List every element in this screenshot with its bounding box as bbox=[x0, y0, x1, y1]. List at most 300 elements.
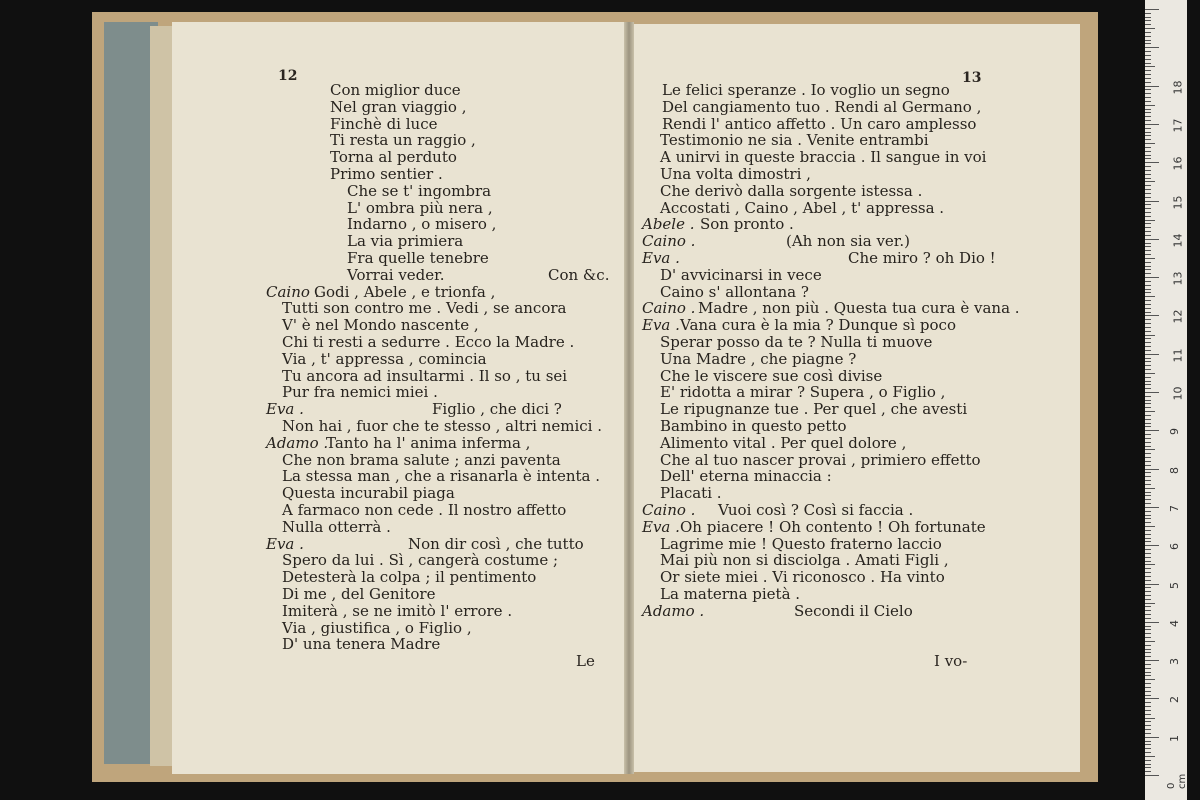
verse-line: Oh piacere ! Oh contento ! Oh fortunate bbox=[680, 517, 986, 536]
ruler-tick bbox=[1145, 484, 1151, 485]
ruler-tick bbox=[1145, 718, 1155, 719]
verse-line: Caino s' allontana ? bbox=[660, 282, 809, 301]
ruler-tick bbox=[1145, 358, 1151, 359]
verse-line: Indarno , o misero , bbox=[347, 215, 497, 234]
ruler-number: 12 bbox=[1171, 309, 1185, 324]
ruler-tick bbox=[1145, 729, 1151, 730]
ruler-number: 15 bbox=[1171, 195, 1185, 209]
ruler-tick bbox=[1145, 132, 1151, 133]
verse-line: Vuoi così ? Così si faccia . bbox=[718, 501, 914, 519]
left-catchword: Le bbox=[576, 652, 595, 670]
ruler-tick bbox=[1145, 373, 1155, 374]
ruler-tick bbox=[1145, 331, 1151, 332]
ruler-tick bbox=[1145, 292, 1151, 293]
ruler-tick bbox=[1145, 534, 1151, 535]
verse-line: Son pronto . bbox=[700, 215, 794, 234]
ruler-number: 7 bbox=[1168, 504, 1181, 512]
ruler-tick bbox=[1145, 143, 1155, 144]
ruler-number: 4 bbox=[1168, 619, 1181, 627]
ruler-tick bbox=[1145, 434, 1151, 435]
verse-line: Che non brama salute ; anzi paventa bbox=[282, 450, 561, 469]
ruler-tick bbox=[1145, 499, 1151, 500]
verse-line: Detesterà la colpa ; il pentimento bbox=[282, 568, 537, 587]
right-page-number: 13 bbox=[962, 70, 982, 86]
ruler-tick bbox=[1145, 511, 1151, 512]
ruler-tick bbox=[1145, 66, 1155, 67]
ruler-tick bbox=[1145, 545, 1159, 546]
verse-line: Di me , del Genitore bbox=[282, 585, 436, 603]
verse-line: Spero da lui . Sì , cangerà costume ; bbox=[282, 551, 559, 570]
ruler-tick bbox=[1145, 185, 1151, 186]
ruler-tick bbox=[1145, 250, 1151, 251]
ruler-tick bbox=[1145, 698, 1159, 699]
ruler-tick bbox=[1145, 733, 1151, 734]
verse-line: Godi , Abele , e trionfa , bbox=[314, 282, 496, 301]
ruler-tick bbox=[1145, 78, 1151, 79]
verse-line: Tanto ha l' anima inferma , bbox=[326, 433, 531, 452]
ruler-tick bbox=[1145, 308, 1151, 309]
ruler-tick bbox=[1145, 300, 1151, 301]
ruler-tick bbox=[1145, 40, 1151, 41]
verse-line: A unirvi in queste braccia . Il sangue in voi bbox=[660, 148, 987, 167]
ruler-tick bbox=[1145, 672, 1151, 673]
verse-line: Testimonio ne sia . Venite entrambi bbox=[660, 131, 929, 150]
ruler-tick bbox=[1145, 606, 1151, 607]
ruler-number: 3 bbox=[1168, 658, 1181, 666]
ruler-tick bbox=[1145, 361, 1151, 362]
verse-line: Vorrai veder. bbox=[347, 265, 445, 284]
ruler-number: 9 bbox=[1168, 428, 1181, 436]
right-catchword: I vo- bbox=[934, 652, 968, 670]
speaker-label: Eva . bbox=[642, 517, 680, 536]
ruler-tick bbox=[1145, 377, 1151, 378]
ruler-tick bbox=[1145, 281, 1151, 282]
ruler-tick bbox=[1145, 304, 1151, 305]
ruler-tick bbox=[1145, 43, 1151, 44]
speaker-label: Abele . bbox=[642, 215, 695, 234]
verse-line: D' avvicinarsi in vece bbox=[660, 265, 822, 284]
ruler-tick bbox=[1145, 47, 1159, 48]
ruler-tick bbox=[1145, 584, 1159, 585]
ruler-tick bbox=[1145, 553, 1151, 554]
ruler-tick bbox=[1145, 626, 1151, 627]
verse-line: Placati . bbox=[660, 484, 722, 503]
ruler-tick bbox=[1145, 36, 1151, 37]
ruler-tick bbox=[1145, 266, 1151, 267]
ruler-tick bbox=[1145, 365, 1151, 366]
ruler-tick bbox=[1145, 258, 1155, 259]
ruler-tick bbox=[1145, 139, 1151, 140]
ruler-tick bbox=[1145, 706, 1151, 707]
ruler-tick bbox=[1145, 457, 1151, 458]
ruler-tick bbox=[1145, 714, 1151, 715]
ruler-tick bbox=[1145, 158, 1151, 159]
verse-line: Chi ti resti a sedurre . Ecco la Madre . bbox=[282, 333, 575, 351]
ruler-number: 10 bbox=[1171, 386, 1185, 401]
ruler-tick bbox=[1145, 231, 1151, 232]
ruler-tick bbox=[1145, 465, 1151, 466]
verse-line: Lagrime mie ! Questo fraterno laccio bbox=[660, 534, 942, 553]
speaker-label: Caino . bbox=[642, 299, 696, 318]
ruler-tick bbox=[1145, 683, 1151, 684]
ruler-tick bbox=[1145, 507, 1159, 508]
ruler-tick bbox=[1145, 354, 1159, 355]
ruler-tick bbox=[1145, 24, 1151, 25]
verse-line: Madre , non più . Questa tua cura è vana . bbox=[698, 299, 1020, 318]
ruler-tick bbox=[1145, 235, 1151, 236]
ruler-tick bbox=[1145, 572, 1151, 573]
verse-line: Primo sentier . bbox=[330, 165, 443, 183]
ruler-tick bbox=[1145, 656, 1151, 657]
verse-line: Pur fra nemici miei . bbox=[282, 383, 438, 402]
ruler-tick bbox=[1145, 610, 1151, 611]
ruler-tick bbox=[1145, 461, 1151, 462]
ruler-number: 5 bbox=[1168, 581, 1181, 589]
ruler-tick bbox=[1145, 557, 1151, 558]
ruler-tick bbox=[1145, 93, 1151, 94]
ruler-tick bbox=[1145, 721, 1151, 722]
ruler-tick bbox=[1145, 254, 1151, 255]
ruler-tick bbox=[1145, 116, 1151, 117]
verse-line: D' una tenera Madre bbox=[282, 635, 441, 654]
verse-line: Tutti son contro me . Vedi , se ancora bbox=[282, 299, 567, 318]
ruler-tick bbox=[1145, 480, 1151, 481]
ruler-number: 17 bbox=[1171, 118, 1185, 133]
ruler-tick bbox=[1145, 622, 1159, 623]
ruler-tick bbox=[1145, 174, 1151, 175]
ruler-tick bbox=[1145, 645, 1151, 646]
ruler-tick bbox=[1145, 128, 1151, 129]
ruler-tick bbox=[1145, 197, 1151, 198]
verse-line: Con miglior duce bbox=[330, 81, 461, 99]
verse-line: Mai più non si disciolga . Amati Figli , bbox=[660, 551, 949, 570]
ruler-tick bbox=[1145, 538, 1151, 539]
verse-line: Tu ancora ad insultarmi . Il so , tu sei bbox=[282, 366, 568, 385]
ruler-number: 16 bbox=[1171, 156, 1185, 171]
ruler-tick bbox=[1145, 561, 1151, 562]
ruler-tick bbox=[1145, 74, 1151, 75]
ruler-tick bbox=[1145, 178, 1151, 179]
verse-line: La via primiera bbox=[347, 232, 464, 251]
ruler-tick bbox=[1145, 595, 1151, 596]
speaker-label: Adamo . bbox=[266, 433, 329, 452]
ruler-tick bbox=[1145, 488, 1155, 489]
ruler-tick bbox=[1145, 430, 1159, 431]
ruler-number: 14 bbox=[1171, 233, 1185, 248]
verse-line: L' ombra più nera , bbox=[347, 198, 493, 217]
verse-line: Sperar posso da te ? Nulla ti muove bbox=[660, 333, 933, 351]
ruler-tick bbox=[1145, 342, 1151, 343]
speaker-label: Adamo . bbox=[642, 601, 705, 620]
verse-line-right: Con &c. bbox=[548, 265, 610, 284]
ruler-tick bbox=[1145, 652, 1151, 653]
ruler-tick bbox=[1145, 120, 1151, 121]
ruler-tick bbox=[1145, 89, 1151, 90]
ruler-tick bbox=[1145, 764, 1151, 765]
verse-line: Non dir così , che tutto bbox=[408, 534, 584, 553]
ruler-tick bbox=[1145, 492, 1151, 493]
ruler-tick bbox=[1145, 216, 1151, 217]
ruler-tick bbox=[1145, 522, 1151, 523]
ruler-tick bbox=[1145, 400, 1151, 401]
verse-line: E' ridotta a mirar ? Supera , o Figlio , bbox=[660, 383, 946, 402]
ruler-number: 8 bbox=[1168, 466, 1181, 474]
ruler-tick bbox=[1145, 576, 1151, 577]
ruler-tick bbox=[1145, 55, 1151, 56]
ruler-tick bbox=[1145, 312, 1151, 313]
speaker-label: Caino . bbox=[642, 232, 696, 251]
ruler-tick bbox=[1145, 20, 1151, 21]
verse-line: Secondi il Cielo bbox=[794, 601, 913, 620]
verse-line: Rendi l' antico affetto . Un caro amplesso bbox=[662, 114, 977, 133]
verse-line: Ti resta un raggio , bbox=[330, 131, 476, 150]
ruler-tick bbox=[1145, 449, 1155, 450]
verse-line: Non hai , fuor che te stesso , altri nemici . bbox=[282, 417, 602, 435]
ruler-tick bbox=[1145, 442, 1151, 443]
ruler-tick bbox=[1145, 633, 1151, 634]
ruler-number: 18 bbox=[1171, 80, 1185, 95]
ruler-tick bbox=[1145, 767, 1151, 768]
page-gutter bbox=[624, 22, 634, 774]
ruler-tick bbox=[1145, 246, 1151, 247]
ruler-tick bbox=[1145, 423, 1151, 424]
ruler-tick bbox=[1145, 687, 1151, 688]
speaker-label: Eva . bbox=[642, 249, 680, 267]
ruler-tick bbox=[1145, 227, 1151, 228]
verse-line: Alimento vital . Per quel dolore , bbox=[660, 433, 907, 452]
ruler-tick bbox=[1145, 744, 1151, 745]
ruler-tick bbox=[1145, 495, 1151, 496]
speaker-label: Eva . bbox=[266, 400, 304, 419]
ruler-tick bbox=[1145, 289, 1151, 290]
verse-line: Una Madre , che piagne ? bbox=[660, 349, 857, 368]
ruler-tick bbox=[1145, 189, 1151, 190]
ruler-tick bbox=[1145, 70, 1151, 71]
verse-line: A farmaco non cede . Il nostro affetto bbox=[282, 501, 567, 519]
ruler-number: 2 bbox=[1168, 696, 1181, 704]
ruler-tick bbox=[1145, 124, 1159, 125]
ruler-tick bbox=[1145, 760, 1151, 761]
verse-line: Nel gran viaggio , bbox=[330, 97, 467, 116]
ruler-tick bbox=[1145, 28, 1155, 29]
ruler-tick bbox=[1145, 201, 1159, 202]
verse-line: (Ah non sia ver.) bbox=[786, 232, 910, 251]
speaker-label: Eva . bbox=[642, 316, 680, 335]
ruler-tick bbox=[1145, 220, 1155, 221]
ruler-tick bbox=[1145, 641, 1155, 642]
ruler-tick bbox=[1145, 51, 1151, 52]
ruler-tick bbox=[1145, 97, 1151, 98]
ruler-tick bbox=[1145, 323, 1151, 324]
ruler-tick bbox=[1145, 151, 1151, 152]
verse-line: Del cangiamento tuo . Rendi al Germano , bbox=[662, 97, 982, 116]
verse-line: Che derivò dalla sorgente istessa . bbox=[660, 181, 923, 200]
verse-line: Torna al perduto bbox=[330, 148, 457, 167]
ruler-tick bbox=[1145, 526, 1155, 527]
ruler-tick bbox=[1145, 771, 1151, 772]
verse-line: Dell' eterna minaccia : bbox=[660, 467, 832, 486]
verse-line: Che al tuo nascer provai , primiero effetto bbox=[660, 450, 981, 469]
ruler-tick bbox=[1145, 208, 1151, 209]
verse-line: Imiterà , se ne imitò l' errore . bbox=[282, 601, 513, 620]
verse-line: La materna pietà . bbox=[660, 585, 801, 603]
ruler-tick bbox=[1145, 530, 1151, 531]
ruler-tick bbox=[1145, 239, 1159, 240]
ruler-tick bbox=[1145, 338, 1151, 339]
ruler-unit-label: 0 cm bbox=[1166, 773, 1188, 789]
ruler-tick bbox=[1145, 112, 1151, 113]
ruler-tick bbox=[1145, 327, 1151, 328]
ruler-tick bbox=[1145, 285, 1151, 286]
ruler-tick bbox=[1145, 277, 1159, 278]
ruler-tick bbox=[1145, 629, 1151, 630]
ruler-tick bbox=[1145, 105, 1155, 106]
ruler-tick bbox=[1145, 568, 1151, 569]
verse-line: Finchè di luce bbox=[330, 114, 438, 133]
ruler-tick bbox=[1145, 695, 1151, 696]
ruler-tick bbox=[1145, 469, 1159, 470]
ruler-tick bbox=[1145, 346, 1151, 347]
ruler-tick bbox=[1145, 679, 1155, 680]
ruler-tick bbox=[1145, 649, 1151, 650]
ruler-tick bbox=[1145, 691, 1151, 692]
ruler-tick bbox=[1145, 564, 1155, 565]
verse-line: Le ripugnanze tue . Per quel , che avesti bbox=[660, 400, 968, 419]
ruler-tick bbox=[1145, 580, 1151, 581]
ruler-number: 1 bbox=[1168, 734, 1181, 742]
ruler-tick bbox=[1145, 262, 1151, 263]
ruler-number: 13 bbox=[1171, 271, 1185, 286]
ruler-tick bbox=[1145, 193, 1151, 194]
ruler-tick bbox=[1145, 212, 1151, 213]
ruler-tick bbox=[1145, 549, 1151, 550]
ruler-tick bbox=[1145, 388, 1151, 389]
ruler-tick bbox=[1145, 109, 1151, 110]
ruler-tick bbox=[1145, 446, 1151, 447]
ruler-tick bbox=[1145, 181, 1155, 182]
ruler-tick bbox=[1145, 438, 1151, 439]
ruler-tick bbox=[1145, 162, 1159, 163]
ruler-tick bbox=[1145, 170, 1151, 171]
ruler-tick bbox=[1145, 273, 1151, 274]
ruler-tick bbox=[1145, 155, 1151, 156]
ruler-tick bbox=[1145, 335, 1155, 336]
ruler-tick bbox=[1145, 503, 1151, 504]
verse-line: Figlio , che dici ? bbox=[432, 400, 562, 419]
verse-line: Vana cura è la mia ? Dunque sì poco bbox=[680, 316, 956, 335]
ruler-tick bbox=[1145, 269, 1151, 270]
ruler-tick bbox=[1145, 403, 1151, 404]
verse-line: Via , giustifica , o Figlio , bbox=[282, 618, 472, 637]
ruler-tick bbox=[1145, 453, 1151, 454]
verse-line: Le felici speranze . Io voglio un segno bbox=[662, 81, 950, 99]
ruler-tick bbox=[1145, 32, 1151, 33]
ruler-tick bbox=[1145, 664, 1151, 665]
ruler-tick bbox=[1145, 411, 1155, 412]
speaker-label: Caino . bbox=[642, 501, 696, 519]
ruler-tick bbox=[1145, 637, 1151, 638]
left-page-number: 12 bbox=[278, 68, 298, 84]
ruler-tick bbox=[1145, 204, 1151, 205]
verse-line: Accostati , Caino , Abel , t' appressa . bbox=[660, 198, 945, 217]
ruler-tick bbox=[1145, 741, 1151, 742]
ruler-tick bbox=[1145, 518, 1151, 519]
measurement-ruler bbox=[1145, 0, 1187, 800]
ruler-tick bbox=[1145, 603, 1155, 604]
ruler-tick bbox=[1145, 369, 1151, 370]
ruler-tick bbox=[1145, 660, 1159, 661]
ruler-tick bbox=[1145, 618, 1151, 619]
verse-line: Fra quelle tenebre bbox=[347, 249, 489, 267]
ruler-tick bbox=[1145, 472, 1151, 473]
ruler-tick bbox=[1145, 315, 1159, 316]
speaker-label: Eva . bbox=[266, 534, 304, 553]
speaker-label: Caino . bbox=[266, 282, 320, 301]
ruler-tick bbox=[1145, 243, 1151, 244]
ruler-tick bbox=[1145, 476, 1151, 477]
ruler-tick bbox=[1145, 101, 1151, 102]
ruler-tick bbox=[1145, 419, 1151, 420]
ruler-tick bbox=[1145, 407, 1151, 408]
ruler-tick bbox=[1145, 775, 1159, 776]
ruler-tick bbox=[1145, 614, 1151, 615]
ruler-tick bbox=[1145, 296, 1155, 297]
ruler-tick bbox=[1145, 415, 1151, 416]
ruler-tick bbox=[1145, 135, 1151, 136]
ruler-tick bbox=[1145, 737, 1159, 738]
ruler-tick bbox=[1145, 166, 1151, 167]
ruler-tick bbox=[1145, 587, 1151, 588]
ruler-tick bbox=[1145, 17, 1151, 18]
ruler-tick bbox=[1145, 396, 1151, 397]
verse-line: Bambino in questo petto bbox=[660, 417, 847, 435]
verse-line: Che le viscere sue così divise bbox=[660, 366, 883, 385]
ruler-tick bbox=[1145, 515, 1151, 516]
verse-line: Or siete miei . Vi riconosco . Ha vinto bbox=[660, 568, 945, 587]
ruler-tick bbox=[1145, 319, 1151, 320]
ruler-tick bbox=[1145, 725, 1151, 726]
ruler-tick bbox=[1145, 710, 1151, 711]
ruler-tick bbox=[1145, 702, 1151, 703]
ruler-number: 11 bbox=[1171, 348, 1185, 363]
ruler-tick bbox=[1145, 756, 1155, 757]
verse-line: Via , t' appressa , comincia bbox=[282, 349, 487, 368]
ruler-tick bbox=[1145, 591, 1151, 592]
ruler-tick bbox=[1145, 752, 1151, 753]
ruler-tick bbox=[1145, 541, 1151, 542]
verse-line: La stessa man , che a risanarla è intenta . bbox=[282, 467, 600, 486]
ruler-tick bbox=[1145, 675, 1151, 676]
ruler-tick bbox=[1145, 9, 1159, 10]
ruler-tick bbox=[1145, 392, 1159, 393]
ruler-tick bbox=[1145, 748, 1151, 749]
verse-line: Questa incurabil piaga bbox=[282, 484, 455, 503]
ruler-tick bbox=[1145, 599, 1151, 600]
verse-line: Una volta dimostri , bbox=[660, 165, 811, 183]
ruler-tick bbox=[1145, 13, 1151, 14]
ruler-tick bbox=[1145, 384, 1151, 385]
verse-line: Nulla otterrà . bbox=[282, 517, 391, 536]
ruler-tick bbox=[1145, 82, 1151, 83]
ruler-tick bbox=[1145, 350, 1151, 351]
verse-line: Che se t' ingombra bbox=[347, 181, 492, 200]
verse-line: Che miro ? oh Dio ! bbox=[848, 249, 996, 267]
ruler-tick bbox=[1145, 668, 1151, 669]
ruler-number: 6 bbox=[1168, 543, 1181, 551]
ruler-tick bbox=[1145, 381, 1151, 382]
ruler-tick bbox=[1145, 59, 1151, 60]
verse-line: V' è nel Mondo nascente , bbox=[282, 316, 479, 335]
